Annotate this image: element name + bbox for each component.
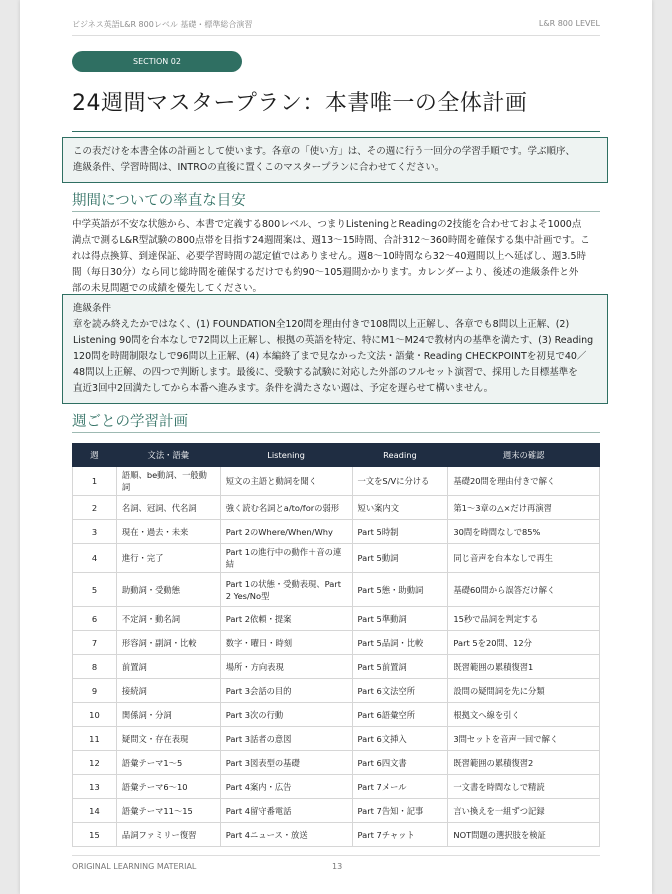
table-cell: 場所・方向表現 xyxy=(220,655,352,679)
table-header-row xyxy=(73,444,600,467)
table-cell: 根拠文へ線を引く xyxy=(448,703,600,727)
table-row xyxy=(73,631,600,655)
table-cell: 基礎20問を理由付きで解く xyxy=(448,467,600,496)
table-cell: Part 5準動詞 xyxy=(352,607,448,631)
table-cell: 15秒で品詞を判定する xyxy=(448,607,600,631)
running-header xyxy=(72,19,600,30)
table-cell: Part 7告知・記事 xyxy=(352,799,448,823)
weekly-plan-table xyxy=(72,443,600,847)
table-cell: Part 3話者の意図 xyxy=(220,727,352,751)
table-cell: 11 xyxy=(73,727,117,751)
page-number: 13 xyxy=(332,862,343,871)
table-row xyxy=(73,679,600,703)
section-heading-weekly-plan: 週ごとの学習計画 xyxy=(72,414,188,430)
table-cell: 接続詞 xyxy=(116,679,220,703)
column-header-listening: Listening xyxy=(220,444,352,467)
table-row xyxy=(73,727,600,751)
table-cell: 進行・完了 xyxy=(116,544,220,573)
table-cell: 一文をS/Vに分ける xyxy=(352,467,448,496)
intro-box xyxy=(62,137,608,183)
header-level: L&R 800 LEVEL xyxy=(538,19,600,28)
table-cell: 既習範囲の累積復習1 xyxy=(448,655,600,679)
table-cell: Part 3会話の目的 xyxy=(220,679,352,703)
table-row xyxy=(73,751,600,775)
table-cell: Part 5時制 xyxy=(352,520,448,544)
table-cell: Part 1の進行中の動作＋音の連結 xyxy=(220,544,352,573)
column-header-week: 週 xyxy=(73,444,117,467)
table-cell: Part 6文法空所 xyxy=(352,679,448,703)
table-cell: Part 3次の行動 xyxy=(220,703,352,727)
table-row xyxy=(73,544,600,573)
table-row xyxy=(73,573,600,607)
table-row xyxy=(73,823,600,847)
table-cell: 疑問文・存在表現 xyxy=(116,727,220,751)
table-cell: 30問を時間なしで85% xyxy=(448,520,600,544)
table-cell: 1 xyxy=(73,467,117,496)
table-cell: Part 5態・助動詞 xyxy=(352,573,448,607)
page-title: 24週間マスタープラン：本書唯一の全体計画 xyxy=(72,91,528,116)
table-cell: 5 xyxy=(73,573,117,607)
table-cell: 言い換えを一組ずつ記録 xyxy=(448,799,600,823)
table-cell: Part 4留守番電話 xyxy=(220,799,352,823)
footer-divider xyxy=(72,855,600,856)
table-cell: 既習範囲の累積復習2 xyxy=(448,751,600,775)
table-cell: 関係詞・分詞 xyxy=(116,703,220,727)
conditions-box xyxy=(62,294,608,404)
table-cell: 語彙テーマ11〜15 xyxy=(116,799,220,823)
section-heading-period: 期間についての率直な目安 xyxy=(72,193,246,209)
table-cell: 6 xyxy=(73,607,117,631)
table-cell: 第1〜3章の△×だけ再演習 xyxy=(448,496,600,520)
table-cell: 13 xyxy=(73,775,117,799)
table-row xyxy=(73,520,600,544)
table-cell: 9 xyxy=(73,679,117,703)
table-row xyxy=(73,496,600,520)
conditions-title: 進級条件 xyxy=(73,303,112,314)
table-cell: 設問の疑問詞を先に分類 xyxy=(448,679,600,703)
conditions-line: 120問を時間制限なしで96問以上正解、(4) 本編終了まで見なかった文法・語彙・Reading CHECKPOINTを初見で40／ xyxy=(73,351,587,362)
table-row xyxy=(73,607,600,631)
heading-divider xyxy=(72,211,600,212)
table-cell: 短文の主語と動詞を聞く xyxy=(220,467,352,496)
title-divider xyxy=(72,131,600,132)
table-cell: 8 xyxy=(73,655,117,679)
table-row xyxy=(73,703,600,727)
table-cell: 4 xyxy=(73,544,117,573)
table-cell: Part 2依頼・提案 xyxy=(220,607,352,631)
table-cell: Part 4ニュース・放送 xyxy=(220,823,352,847)
table-cell: Part 2のWhere/When/Why xyxy=(220,520,352,544)
paragraph-line: 間（毎日30分）なら同じ総時間を確保するだけでも約90〜105週間かかります。カレンダーより、後述の進級条件と外 xyxy=(72,267,579,278)
table-cell: 強く読む名詞とa/to/forの弱形 xyxy=(220,496,352,520)
column-header-grammar: 文法・語彙 xyxy=(116,444,220,467)
table-row xyxy=(73,655,600,679)
table-row xyxy=(73,467,600,496)
conditions-line: Listening 90問を台本なしで72問以上正解し、根拠の英語を特定、特にM1〜M24で教材内の基準を満たす、(3) Reading xyxy=(73,335,594,346)
section-badge: SECTION 02 xyxy=(72,51,242,72)
table-cell: 不定詞・動名詞 xyxy=(116,607,220,631)
column-header-weekend-check: 週末の確認 xyxy=(448,444,600,467)
table-cell: 形容詞・副詞・比較 xyxy=(116,631,220,655)
period-paragraph xyxy=(72,217,600,297)
table-cell: Part 5前置詞 xyxy=(352,655,448,679)
table-cell: Part 7メール xyxy=(352,775,448,799)
paragraph-line: 部の未見問題での成績を優先してください。 xyxy=(72,283,263,294)
table-cell: 語彙テーマ1〜5 xyxy=(116,751,220,775)
table-cell: 短い案内文 xyxy=(352,496,448,520)
conditions-line: 章を読み終えたかではなく、(1) FOUNDATION全120問を理由付きで108問以上正解し、各章でも8問以上正解、(2) xyxy=(73,319,570,330)
table-cell: 語順、be動詞、一般動詞 xyxy=(116,467,220,496)
document-page xyxy=(20,0,652,894)
table-cell: 一文書を時間なしで精読 xyxy=(448,775,600,799)
table-row xyxy=(73,775,600,799)
table-cell: 助動詞・受動態 xyxy=(116,573,220,607)
table-cell: 数字・曜日・時刻 xyxy=(220,631,352,655)
table-cell: Part 6語彙空所 xyxy=(352,703,448,727)
paragraph-line: 中学英語が不安な状態から、本書で定義する800レベル、つまりListeningとReadingの2技能を合わせておよそ1000点 xyxy=(72,219,582,230)
table-cell: 語彙テーマ6〜10 xyxy=(116,775,220,799)
table-cell: 名詞、冠詞、代名詞 xyxy=(116,496,220,520)
conditions-line: 直近3回中2回満たしてから本番へ進みます。条件を満たさない週は、予定を遅らせて構いません。 xyxy=(73,383,494,394)
table-cell: Part 4案内・広告 xyxy=(220,775,352,799)
header-divider xyxy=(72,35,600,36)
intro-line: この表だけを本書全体の計画として使います。各章の「使い方」は、その週に行う一回分の学習手順です。学ぶ順序、 xyxy=(73,146,575,157)
table-cell: NOT問題の選択肢を検証 xyxy=(448,823,600,847)
table-cell: 12 xyxy=(73,751,117,775)
table-cell: Part 7チャット xyxy=(352,823,448,847)
paragraph-line: れは得点換算、到達保証、必要学習時間の認定値ではありません。週8〜10時間なら32〜40週間以上へ延ばし、週3.5時 xyxy=(72,251,586,262)
table-cell: 10 xyxy=(73,703,117,727)
table-cell: Part 1の状態・受動表現、Part 2 Yes/No型 xyxy=(220,573,352,607)
table-cell: 品詞ファミリー復習 xyxy=(116,823,220,847)
paragraph-line: 満点で測るL&R型試験の800点帯を目指す24週間案は、週13〜15時間、合計312〜360時間を確保する集中計画です。こ xyxy=(72,235,590,246)
table-cell: 現在・過去・未来 xyxy=(116,520,220,544)
table-cell: Part 5を20問、12分 xyxy=(448,631,600,655)
table-cell: 前置詞 xyxy=(116,655,220,679)
table-row xyxy=(73,799,600,823)
table-cell: 基礎60問から誤答だけ解く xyxy=(448,573,600,607)
table-cell: 7 xyxy=(73,631,117,655)
table-cell: 15 xyxy=(73,823,117,847)
table-cell: 2 xyxy=(73,496,117,520)
table-cell: Part 5動詞 xyxy=(352,544,448,573)
footer-label: ORIGINAL LEARNING MATERIAL xyxy=(72,862,197,871)
table-cell: 3 xyxy=(73,520,117,544)
table-cell: Part 3図表型の基礎 xyxy=(220,751,352,775)
heading-divider xyxy=(72,432,600,433)
table-cell: Part 5品詞・比較 xyxy=(352,631,448,655)
table-cell: 3問セットを音声一回で解く xyxy=(448,727,600,751)
table-cell: 14 xyxy=(73,799,117,823)
table-cell: Part 6文挿入 xyxy=(352,727,448,751)
table-cell: Part 6四文書 xyxy=(352,751,448,775)
intro-line: 進級条件、学習時間は、INTROの直後に置くこのマスタープランに合わせてください。 xyxy=(73,162,445,173)
conditions-line: 48問以上正解、の四つで判断します。最後に、受験する試験に対応した外部のフルセット演習で、採用した目標基準を xyxy=(73,367,578,378)
table-body xyxy=(73,467,600,847)
table-cell: 同じ音声を台本なしで再生 xyxy=(448,544,600,573)
column-header-reading: Reading xyxy=(352,444,448,467)
header-book-title: ビジネス英語L&R 800レベル 基礎・標準総合演習 xyxy=(72,20,253,29)
